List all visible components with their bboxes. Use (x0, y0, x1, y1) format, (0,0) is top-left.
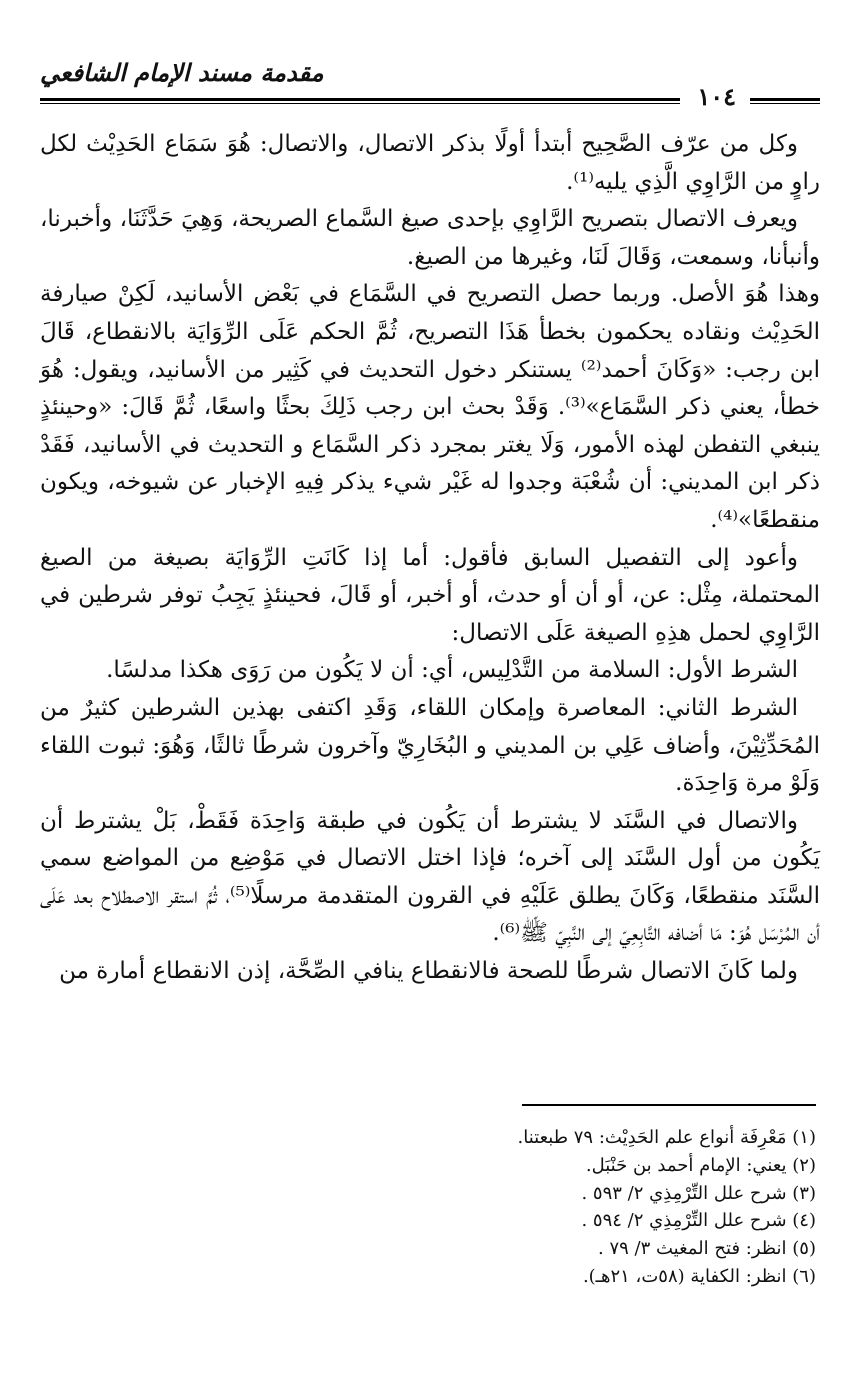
footnote: (٦) انظر: الكفاية (٥٨ت، ٢١هـ). (582, 1265, 816, 1287)
footnote-separator (522, 1104, 816, 1106)
page-number: ١٠٤ (697, 82, 736, 111)
footnotes (316, 1124, 816, 1291)
paragraph: الشرط الأول: السلامة من التَّدْلِيس، أي: أن لا يَكُون من رَوَى هكذا مدلسًا. (106, 657, 798, 684)
paragraph: والاتصال في السَّنَد لا يشترط أن يَكُون في طبقة وَاحِدَة فَقَطْ، بَلْ يشترط أن يَكُون من أول السَّنَد إلى آخره؛ فإذا اختل الاتصال في مَوْضِع من المواضع سمي السَّنَد منقطعًا، وَكَانَ يطلق عَلَيْهِ في القرون المتقدمة مرسلًا⁽⁵⁾، ثُمَّ استقر الاصطلاح بعد عَلَى أن المُرْسَل هُوَ: مَا أضافه التَّابِعِيّ إلى النَّبِيّ ﷺ⁽⁶⁾. (40, 807, 820, 947)
footnote: (٢) يعني: الإمام أحمد بن حَنْبَل. (585, 1154, 816, 1176)
footnote: (٤) شرح علل التِّرْمِذِي ٢/ ٥٩٤ . (581, 1210, 816, 1232)
running-title: مقدمة مسند الإمام الشافعي (40, 58, 324, 87)
header-rule (40, 98, 680, 104)
footnote: (٣) شرح علل التِّرْمِذِي ٢/ ٥٩٣ . (581, 1182, 816, 1204)
paragraph: الشرط الثاني: المعاصرة وإمكان اللقاء، وَقَدِ اكتفى بهذين الشرطين كثيرٌ من المُحَدِّثِيْنَ، وأضاف عَلِي بن المديني و البُخَارِيّ وآخرون شرطًا ثالثًا، وَهُوَ: ثبوت اللقاء وَلَوْ مرة وَاحِدَة. (40, 694, 820, 797)
footnote: (٥) انظر: فتح المغيث ٣/ ٧٩ . (598, 1238, 816, 1260)
header-rule-short (750, 98, 820, 104)
footnote: (١) مَعْرِفَة أنواع علم الحَدِيْث: ٧٩ طبعتنا. (517, 1127, 816, 1148)
paragraph: ويعرف الاتصال بتصريح الرَّاوِي بإحدى صيغ السَّماع الصريحة، وَهِيَ حَدَّثَنَا، وأخبرنا، وأنبأنا، وسمعت، وَقَالَ لَنَا، وغيرها من الصيغ. (40, 206, 820, 270)
paragraph: وكل من عرّف الصَّحِيح أبتدأ أولًا بذكر الاتصال، والاتصال: هُوَ سَمَاع الحَدِيْث لكل راوٍ من الرَّاوِي الَّذِي يليه⁽¹⁾. (40, 131, 820, 195)
page-header (40, 58, 820, 111)
paragraph: وهذا هُوَ الأصل. وربما حصل التصريح في السَّمَاع في بَعْض الأسانيد، لَكِنْ صيارفة الحَدِيْث ونقاده يحكمون بخطأ هَذَا التصريح، ثُمَّ الحكم عَلَى الرِّوَايَة بالانقطاع، قَالَ ابن رجب: «وَكَانَ أحمد⁽²⁾ يستنكر دخول التحديث في كَثِير من الأسانيد، ويقول: هُوَ خطأ، يعني ذكر السَّمَاع»⁽³⁾. وَقَدْ بحث ابن رجب ذَلِكَ بحثًا واسعًا، ثُمَّ قَالَ: «وحينئذٍ ينبغي التفطن لهذه الأمور، وَلَا يغتر بمجرد ذكر السَّمَاع و التحديث في الأسانيد، فَقَدْ ذكر ابن المديني: أن شُعْبَة وجدوا له غَيْر شيء يذكر فِيهِ الإخبار عن شيوخه، ويكون منقطعًا»⁽⁴⁾. (40, 281, 821, 533)
paragraph: وأعود إلى التفصيل السابق فأقول: أما إذا كَانَتِ الرِّوَايَة بصيغة من الصيغ المحتملة، مِثْل: عن، أو أن أو حدث، أو أخبر، أو قَالَ، فحينئذٍ يَجِبُ توفر شرطين في الرَّاوِي لحمل هذِهِ الصيغة عَلَى الاتصال: (40, 544, 820, 646)
main-text (40, 126, 820, 991)
paragraph: ولما كَانَ الاتصال شرطًا للصحة فالانقطاع ينافي الصِّحَّة، إذن الانقطاع أمارة من (59, 958, 798, 985)
